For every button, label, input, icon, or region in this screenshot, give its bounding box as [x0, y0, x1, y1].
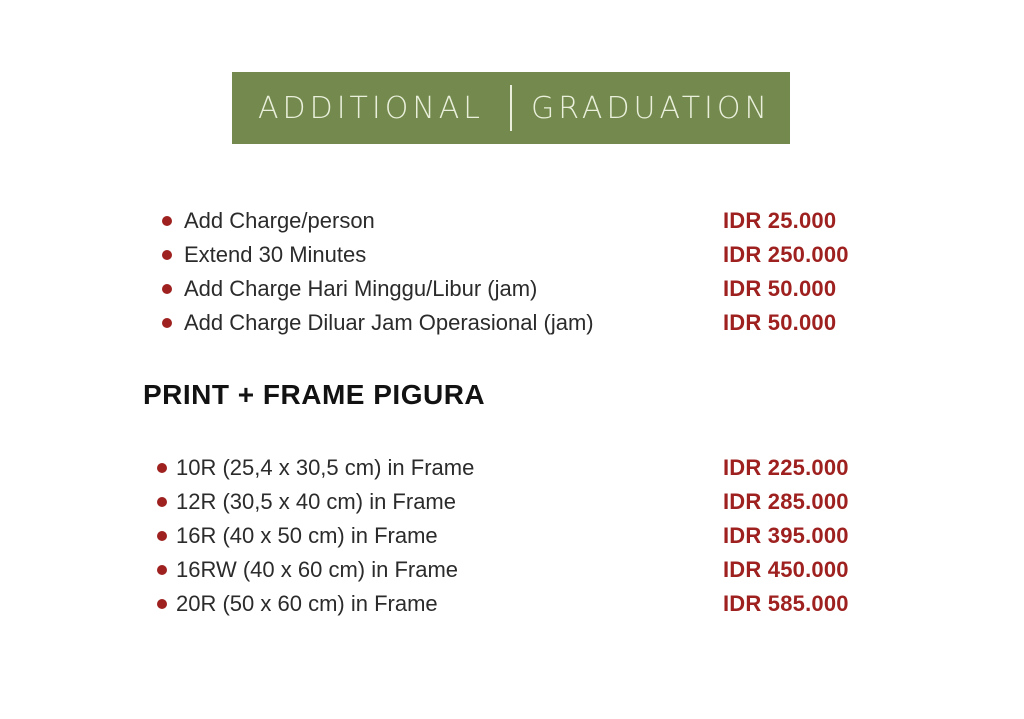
item-label: 10R (25,4 x 30,5 cm) in Frame: [176, 455, 475, 480]
banner-right-section: [512, 91, 790, 126]
bullet-icon: [157, 565, 167, 575]
list-item: [160, 204, 900, 238]
section-title: PRINT + FRAME PIGURA: [143, 379, 486, 410]
banner-right-label: GRADUATION: [531, 90, 771, 126]
list-item: [155, 485, 895, 519]
list-item: [160, 272, 900, 306]
bullet-icon: [162, 318, 172, 328]
bullet-icon: [157, 599, 167, 609]
item-label: Add Charge Hari Minggu/Libur (jam): [184, 276, 538, 301]
item-price: IDR 50.000: [723, 310, 837, 335]
bullet-icon: [157, 463, 167, 473]
category-banner: [232, 72, 790, 144]
item-label: 12R (30,5 x 40 cm) in Frame: [176, 489, 456, 514]
list-item: [155, 451, 895, 485]
item-label: 16R (40 x 50 cm) in Frame: [176, 523, 438, 548]
item-price: IDR 585.000: [723, 591, 849, 616]
item-price: IDR 225.000: [723, 455, 849, 480]
list-item: [160, 238, 900, 272]
list-item: [160, 306, 900, 340]
bullet-icon: [157, 497, 167, 507]
additional-charges-list: [160, 204, 900, 340]
bullet-icon: [162, 284, 172, 294]
list-item: [155, 553, 895, 587]
item-price: IDR 25.000: [723, 208, 837, 233]
item-price: IDR 450.000: [723, 557, 849, 582]
item-price: IDR 395.000: [723, 523, 849, 548]
item-price: IDR 285.000: [723, 489, 849, 514]
list-item: [155, 587, 895, 621]
item-label: 20R (50 x 60 cm) in Frame: [176, 591, 438, 616]
banner-left-label: ADDITIONAL: [257, 90, 485, 126]
list-item: [155, 519, 895, 553]
bullet-icon: [157, 531, 167, 541]
item-price: IDR 250.000: [723, 242, 849, 267]
item-label: Extend 30 Minutes: [184, 242, 367, 267]
item-label: Add Charge Diluar Jam Operasional (jam): [184, 310, 594, 335]
banner-left-section: [232, 91, 510, 126]
print-frame-list: [155, 451, 895, 621]
bullet-icon: [162, 216, 172, 226]
item-label: Add Charge/person: [184, 208, 375, 233]
item-label: 16RW (40 x 60 cm) in Frame: [176, 557, 459, 582]
item-price: IDR 50.000: [723, 276, 837, 301]
bullet-icon: [162, 250, 172, 260]
